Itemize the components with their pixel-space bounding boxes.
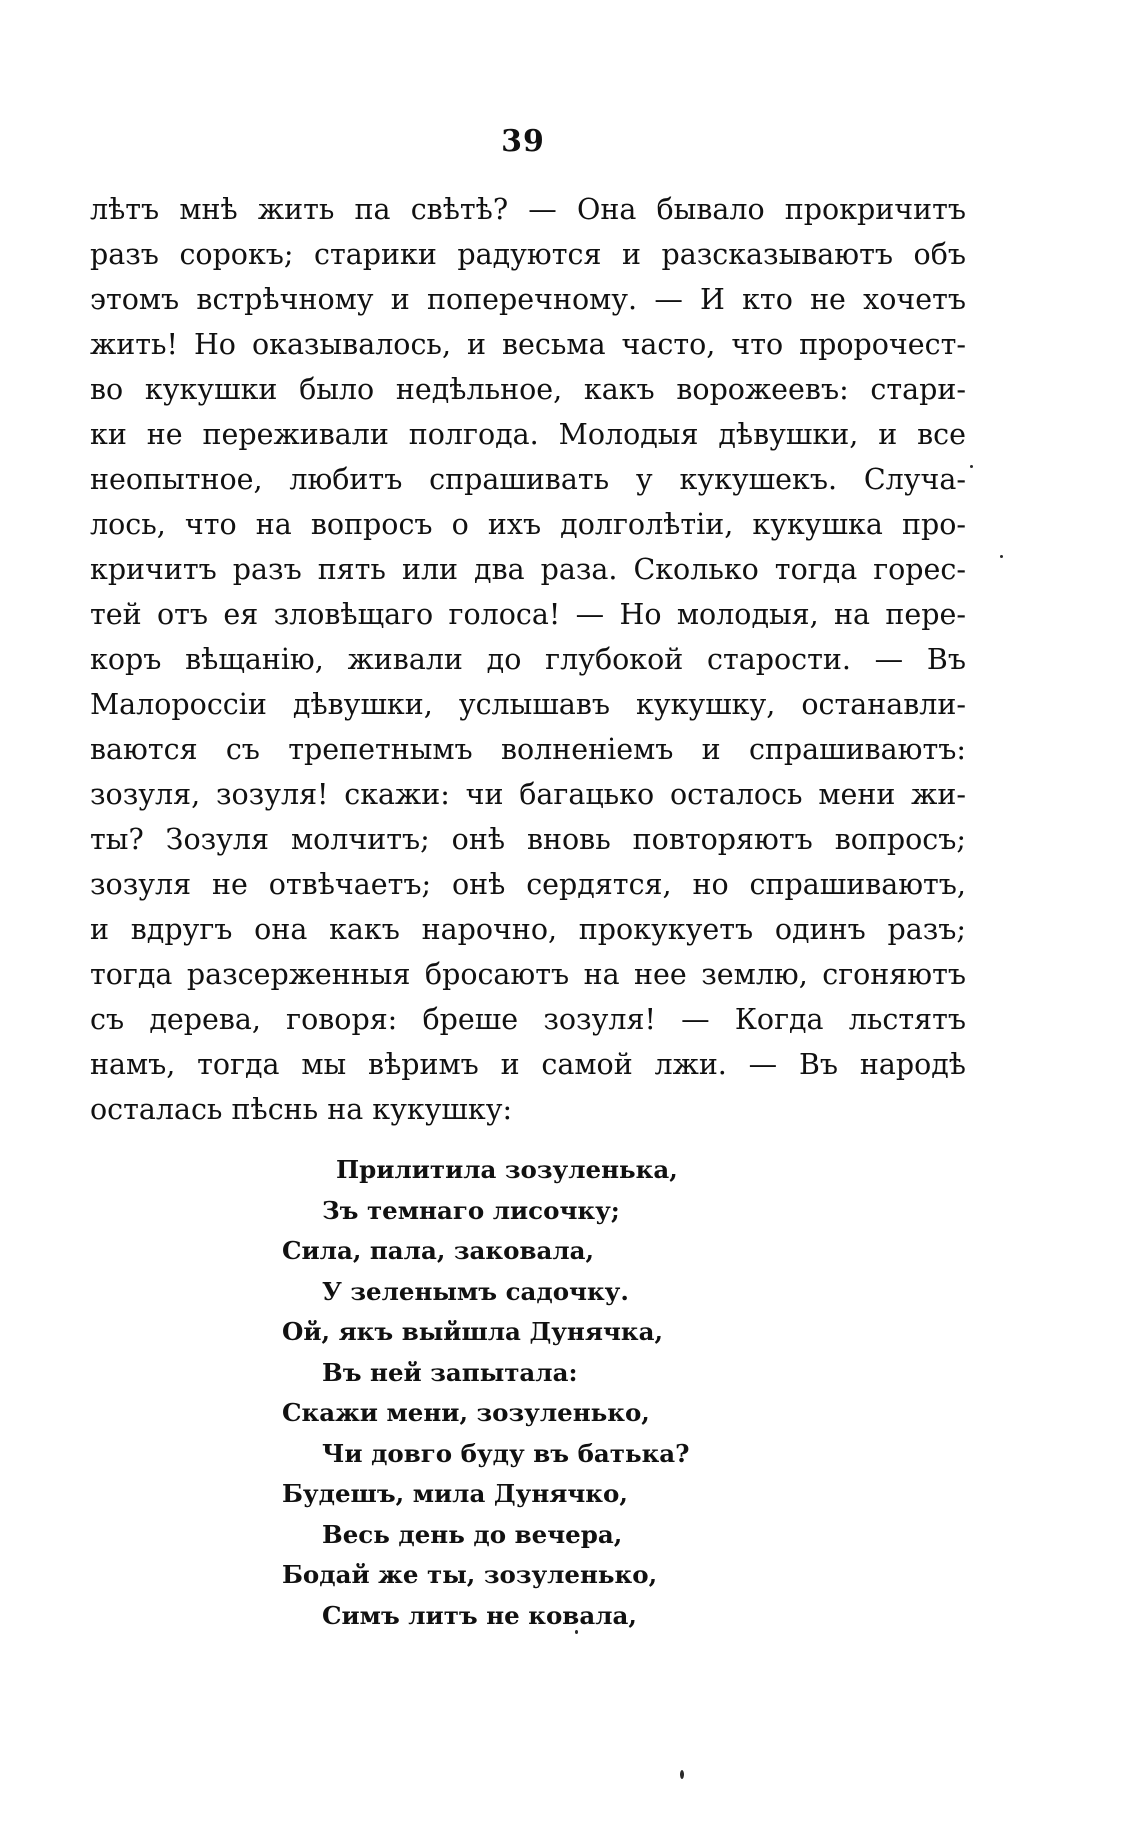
prose-line: Малороссіи дѣвушки, услышавъ кукушку, останавли- [90, 688, 966, 721]
prose-line: тей отъ ея зловѣщаго голоса! — Но молодыя, на пере- [90, 598, 966, 631]
prose-line: лѣтъ мнѣ жить па свѣтѣ? — Она бывало прокричитъ [90, 193, 966, 226]
prose-line: коръ вѣщанію, живали до глубокой старости. — Въ [90, 643, 966, 676]
prose-line: ваются съ трепетнымъ волненіемъ и спрашиваютъ: [90, 733, 966, 766]
print-speck [680, 1770, 684, 1779]
verse-line: Зъ темнаго лисочку; [322, 1195, 620, 1225]
prose-line: намъ, тогда мы вѣримъ и самой лжи. — Въ народѣ [90, 1048, 966, 1081]
prose-line: ки не переживали полгода. Молодыя дѣвушки, и все [90, 418, 966, 451]
prose-line: этомъ встрѣчному и поперечному. — И кто не хочетъ [90, 283, 966, 316]
prose-line: жить! Но оказывалось, и весьма часто, что пророчест- [90, 328, 966, 361]
verse-line: Прилитила зозуленька, [336, 1155, 678, 1184]
prose-paragraph [90, 187, 966, 1132]
print-speck [1000, 555, 1003, 558]
prose-line: съ дерева, говоря: бреше зозуля! — Когда льстятъ [90, 1003, 966, 1036]
prose-line: тогда разсерженныя бросаютъ на нее землю, сгоняютъ [90, 958, 966, 991]
verse-line: У зеленымъ садочку. [322, 1276, 629, 1306]
prose-line: и вдругъ она какъ нарочно, прокукуетъ одинъ разъ; [90, 913, 966, 946]
page-number: 39 [501, 124, 545, 159]
prose-line: разъ сорокъ; старики радуются и разсказываютъ объ [90, 238, 966, 271]
verse-line: Весь день до вечера, [322, 1519, 623, 1549]
prose-line: во кукушки было недѣльное, какъ ворожеевъ: стари- [90, 373, 966, 406]
print-speck [575, 1630, 578, 1634]
prose-line: лось, что на вопросъ о ихъ долголѣтіи, кукушка про- [90, 508, 966, 541]
verse-line: Ой, якъ выйшла Дунячка, [282, 1317, 663, 1346]
verse-line: Чи довго буду въ батька? [322, 1438, 690, 1468]
verse-line: Скажи мени, зозуленько, [282, 1398, 650, 1427]
verse-line: Симъ литъ не ковала, [322, 1600, 637, 1630]
verse-line: Сила, пала, заковала, [282, 1236, 595, 1265]
prose-line: зозуля не отвѣчаетъ; онѣ сердятся, но спрашиваютъ, [90, 868, 966, 901]
prose-line: ты? Зозуля молчитъ; онѣ вновь повторяютъ вопросъ; [90, 823, 966, 856]
prose-line: зозуля, зозуля! скажи: чи багацько осталось мени жи- [90, 778, 966, 811]
verse-line: Будешъ, мила Дунячко, [282, 1479, 628, 1508]
print-speck [970, 465, 973, 468]
verse-line: Въ ней запытала: [322, 1357, 578, 1387]
prose-line: неопытное, любитъ спрашивать у кукушекъ. Случа- [90, 463, 966, 496]
verse-line: Бодай же ты, зозуленько, [282, 1560, 658, 1589]
prose-line: осталась пѣснь на кукушку: [90, 1093, 513, 1126]
prose-line: кричитъ разъ пять или два раза. Сколько тогда горес- [90, 553, 966, 586]
verse-block [282, 1150, 802, 1636]
